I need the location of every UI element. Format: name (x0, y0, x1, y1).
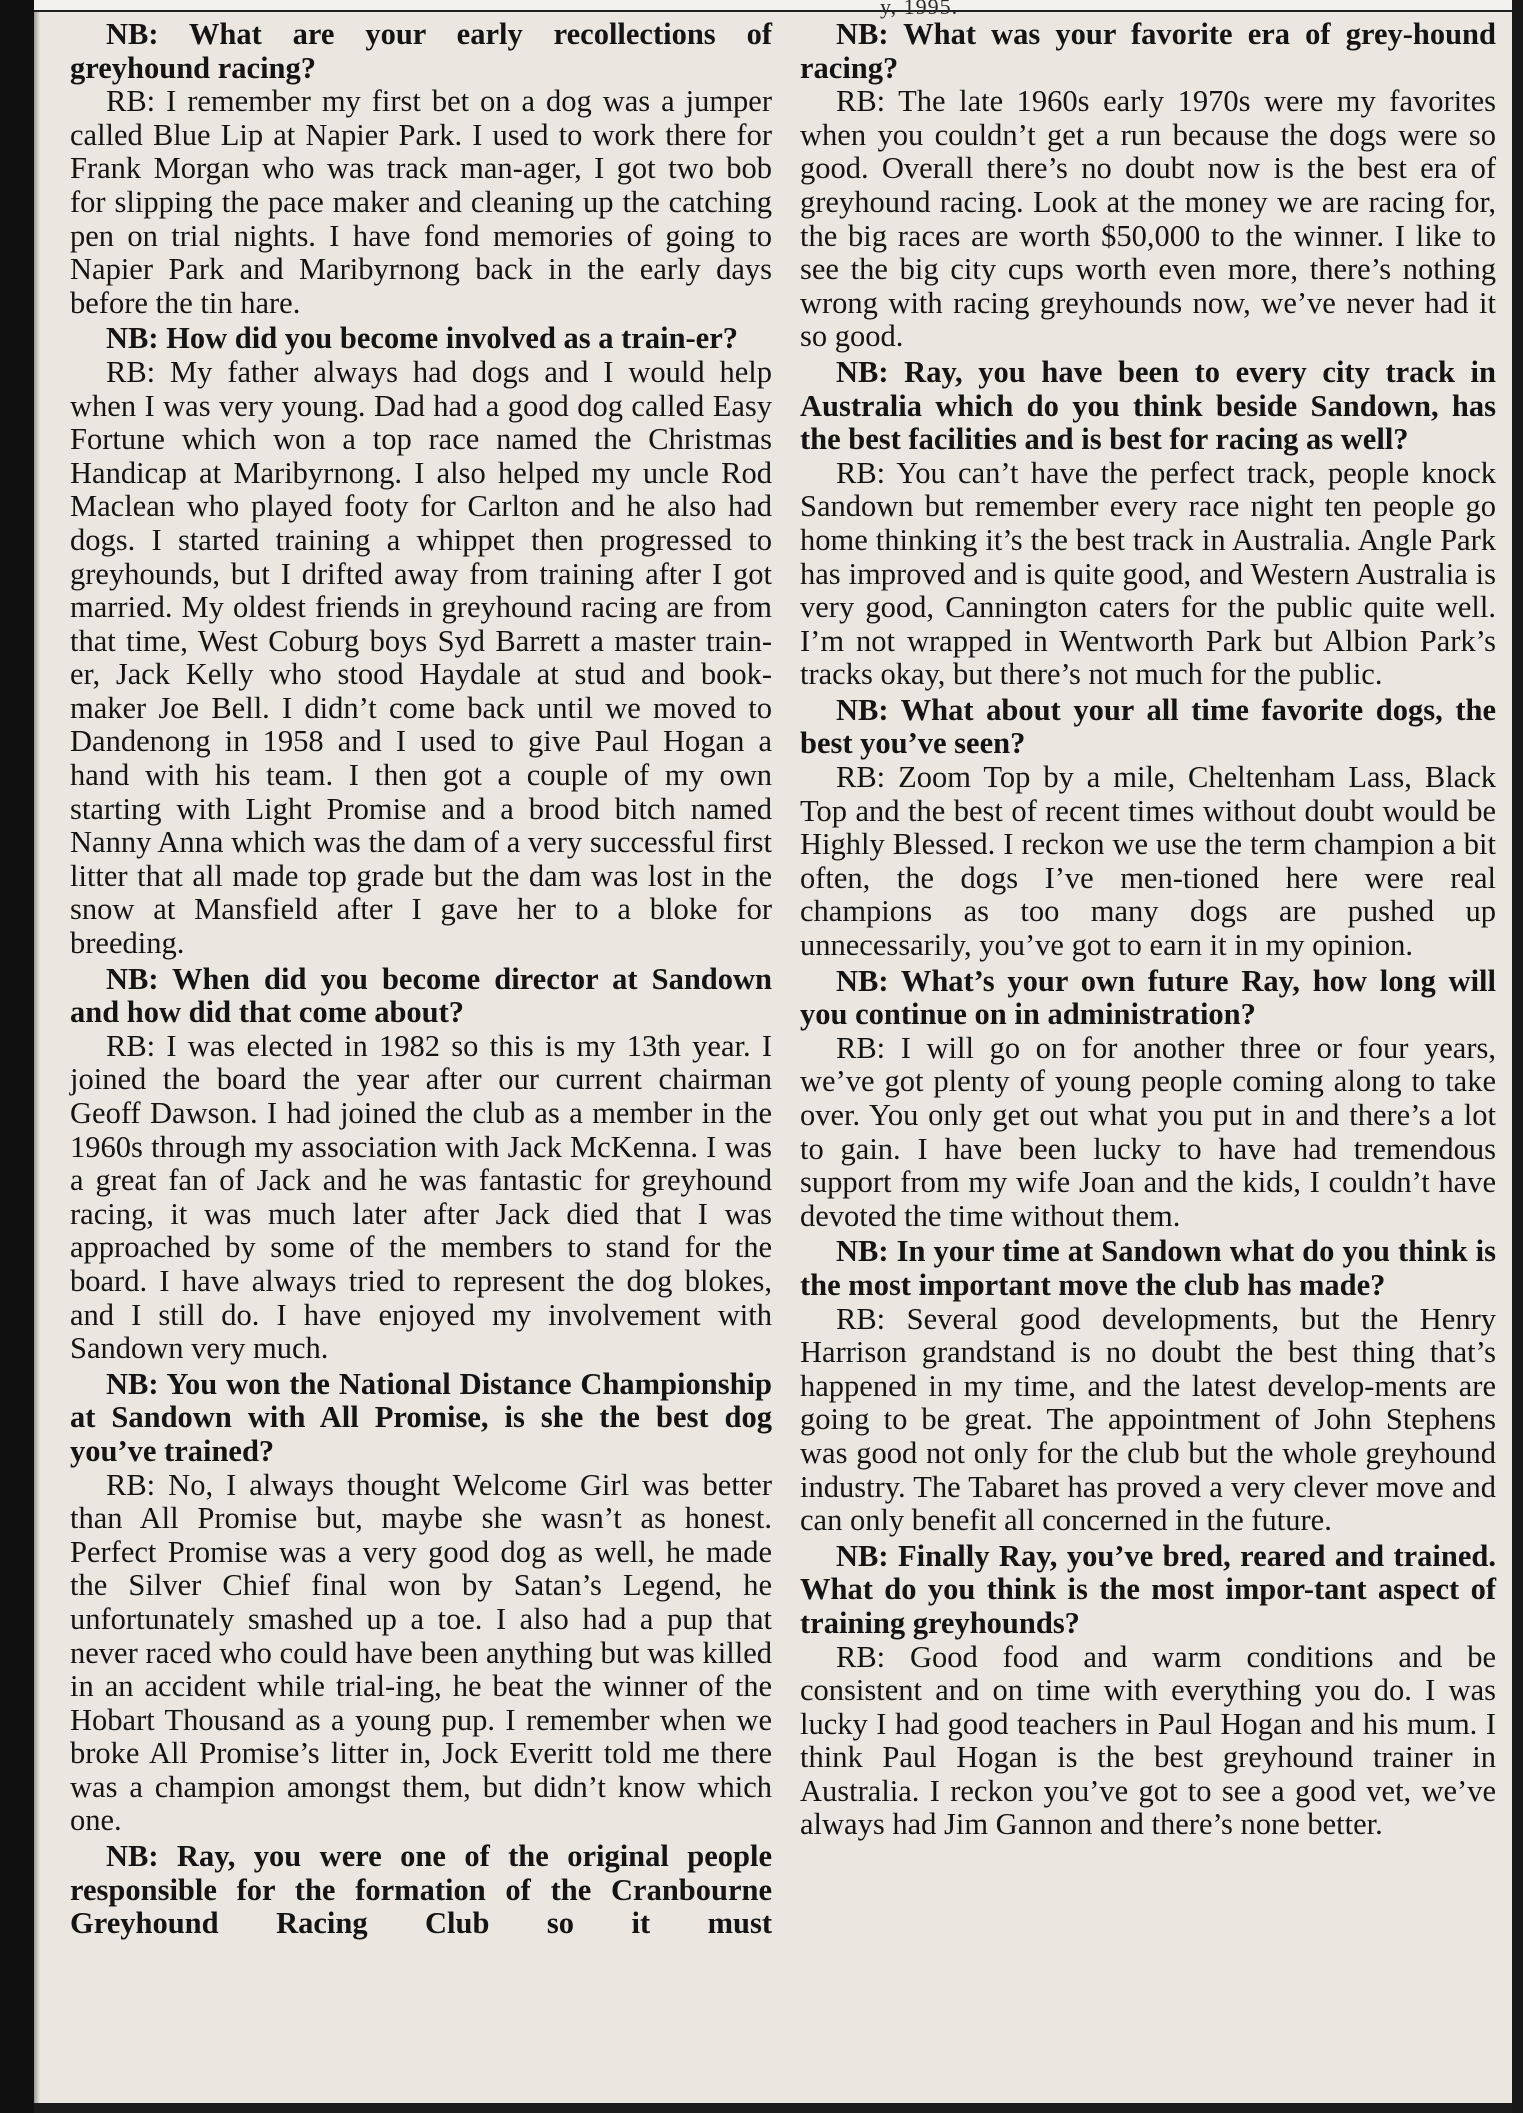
question: NB: You won the National Distance Championship at Sandown with All Promise, is she the best dog you’ve trained? (70, 1366, 772, 1468)
question: NB: In your time at Sandown what do you think is the most important move the club has made? (800, 1234, 1496, 1302)
question: NB: Ray, you have been to every city track in Australia which do you think beside Sandown, has the best facilities and is best for racing as well? (800, 354, 1496, 457)
cut-off-header: y, 1995. (880, 0, 959, 19)
answer: RB: Good food and warm conditions and be consistent and on time with everything you do. I was lucky I had good teachers in Paul Hogan and his mum. I think Paul Hogan is the best greyhound trainer in Australia. I reckon you’ve got to see a good vet, we’ve always had Jim Gannon and there’s none better. (800, 1639, 1496, 1842)
top-border (34, 0, 1512, 12)
answer: RB: No, I always thought Welcome Girl was better than All Promise but, maybe she wasn’t as honest. Perfect Promise was a very good dog as well, he made the Silver Chief final won by Satan’s Legend, he unfortunately smashed up a toe. I also had a pup that never raced who could have been anything but was killed in an accident while trial-ing, he beat the winner of the Hobart Thousand as a young pup. I remember when we broke All Promise’s litter in, Jock Everitt told me there was a champion amongst them, but didn’t know which one. (70, 1467, 772, 1838)
answer: RB: I was elected in 1982 so this is my 13th year. I joined the board the year after our current chairman Geoff Dawson. I had joined the club as a member in the 1960s through my association with Jack McKenna. I was a great fan of Jack and he was fantastic for greyhound racing, it was much later after Jack died that I was approached by some of the members to stand for the board. I have always tried to represent the dog blokes, and I still do. I have enjoyed my involvement with Sandown very much. (70, 1028, 772, 1366)
question: NB: When did you become director at Sandown and how did that come about? (70, 961, 772, 1030)
right-column (800, 18, 1496, 1844)
left-border (0, 0, 34, 2113)
left-column (70, 18, 772, 1941)
question: NB: Ray, you were one of the original people responsible for the formation of the Cranbourne Greyhound Racing Club so it must (70, 1839, 772, 1941)
question: NB: How did you become involved as a train-er? (106, 321, 739, 356)
question: NB: What are your early recollections of greyhound racing? (70, 17, 772, 85)
answer: RB: Zoom Top by a mile, Cheltenham Lass, Black Top and the best of recent times without doubt would be Highly Blessed. I reckon we use the term champion a bit often, the dogs I’ve men-tioned here were real champions as too many dogs are pushed up unnecessarily, you’ve got to earn it in my opinion. (800, 760, 1496, 963)
answer: RB: You can’t have the perfect track, people knock Sandown but remember every race night ten people go home thinking it’s the best track in Australia. Angle Park has improved and is quite good, and Western Australia is very good, Cannington caters for the public quite well. I’m not wrapped in Wentworth Park but Albion Park’s tracks okay, but there’s not much for the public. (800, 455, 1496, 692)
answer: RB: I remember my first bet on a dog was a jumper called Blue Lip at Napier Park. I used to work there for Frank Morgan who was track man-ager, I got two bob for slipping the pace maker and cleaning up the catching pen on trial nights. I have fond memories of going to Napier Park and Maribyrnong back in the early days before the tin hare. (70, 84, 772, 320)
right-border (1512, 0, 1523, 2113)
answer: RB: I will go on for another three or four years, we’ve got plenty of young people coming along to take over. You only get out what you put in and there’s a lot to gain. I have been lucky to have had tremendous support from my wife Joan and the kids, I couldn’t have devoted the time without them. (800, 1030, 1496, 1233)
question: NB: Finally Ray, you’ve bred, reared and trained. What do you think is the most impor-tant aspect of training greyhounds? (800, 1538, 1496, 1640)
answer: RB: The late 1960s early 1970s were my favorites when you couldn’t get a run because the dogs were so good. Overall there’s no doubt now is the best era of greyhound racing. Look at the money we are racing for, the big races are worth $50,000 to the winner. I like to see the big city cups worth even more, there’s nothing wrong with racing greyhounds now, we’ve never had it so good. (800, 84, 1496, 354)
question: NB: What’s your own future Ray, how long will you continue on in administration? (800, 963, 1496, 1032)
answer: RB: My father always had dogs and I would help when I was very young. Dad had a good dog called Easy Fortune which won a top race named the Christmas Handicap at Maribyrnong. I also helped my uncle Rod Maclean who played footy for Carlton and he also had dogs. I started training a whippet then progressed to greyhounds, but I drifted away from training after I got married. My oldest friends in greyhound racing are from that time, West Coburg boys Syd Barrett a master train-er, Jack Kelly who stood Haydale at stud and book-maker Joe Bell. I didn’t come back until we moved to Dandenong in 1958 and I used to give Paul Hogan a hand with his team. I then got a couple of my own starting with Light Promise and a brood bitch named Nanny Anna which was the dam of a very successful first litter that all made top grade but the dam was lost in the snow at Mansfield after I gave her to a bloke for breeding. (70, 354, 772, 961)
answer: RB: Several good developments, but the Henry Harrison grandstand is no doubt the best thing that’s happened in my time, and the latest develop-ments are going to be great. The appointment of John Stephens was good not only for the club but the whole greyhound industry. The Tabaret has proved a very clever move and can only benefit all concerned in the future. (800, 1301, 1496, 1538)
question: NB: What was your favorite era of grey-hound racing? (800, 17, 1496, 85)
question: NB: What about your all time favorite dogs, the best you’ve seen? (800, 692, 1496, 761)
bottom-border (34, 2103, 1512, 2113)
